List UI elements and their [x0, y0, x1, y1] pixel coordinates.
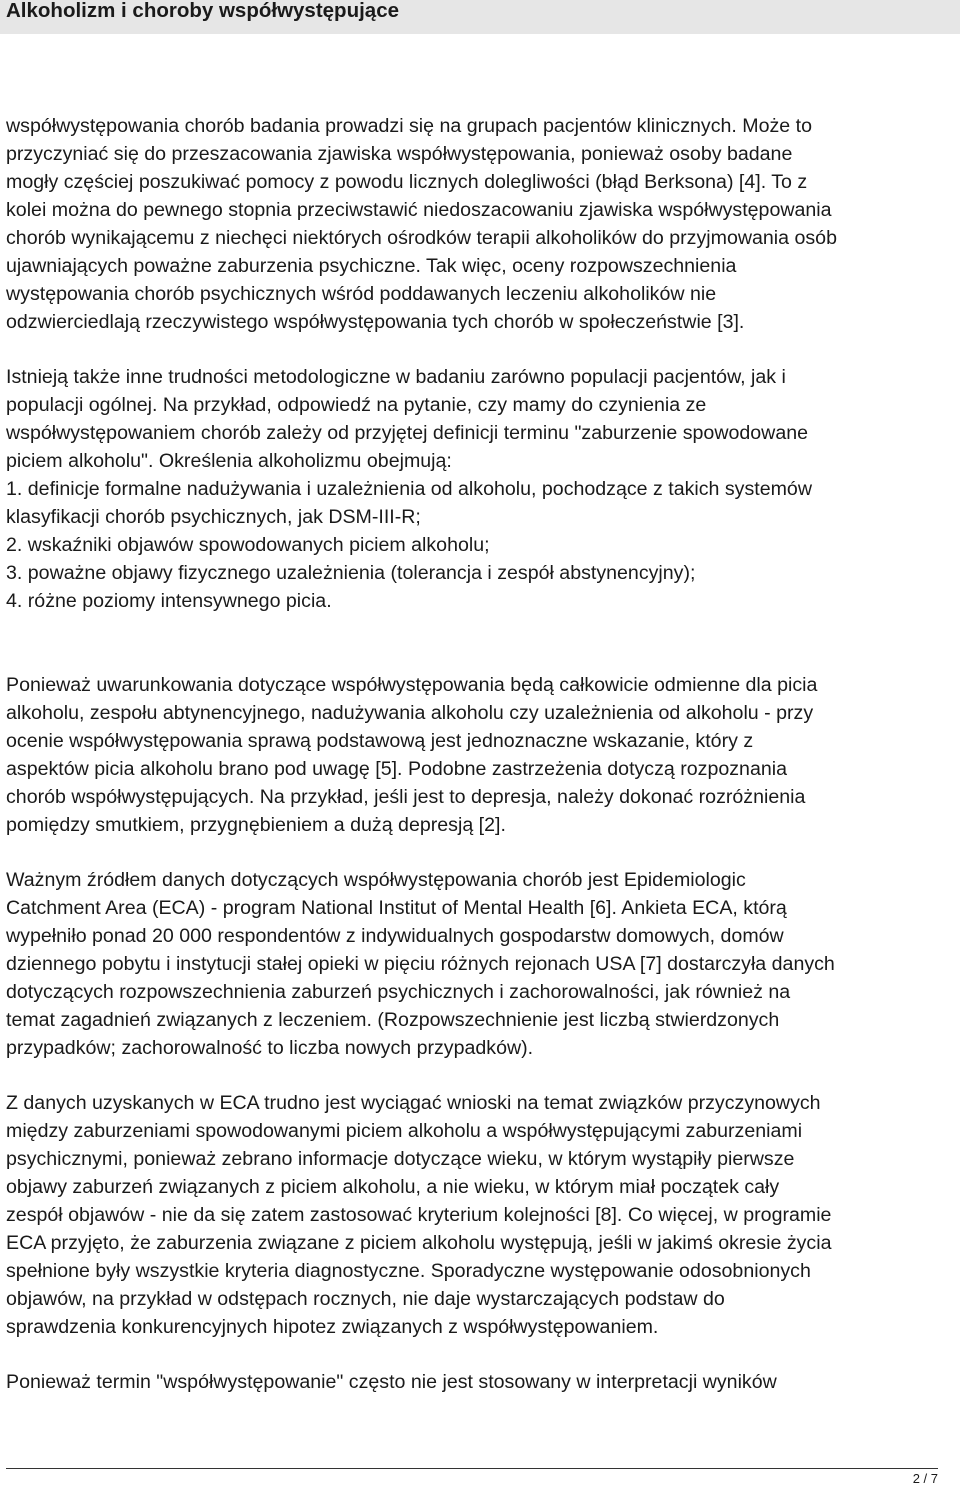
list-item: 4. różne poziomy intensywnego picia. — [6, 590, 332, 612]
text-line: psychicznymi, ponieważ zebrano informacje dotyczące wieku, w którym wystąpiły pierwsze — [6, 1148, 795, 1170]
text-line: ujawniających poważne zaburzenia psychiczne. Tak więc, oceny rozpowszechnienia — [6, 255, 737, 277]
page-number: 2 / 7 — [912, 1471, 938, 1486]
paragraph-spacer — [6, 1341, 956, 1368]
text-line: Ważnym źródłem danych dotyczących współwystępowania chorób jest Epidemiologic — [6, 869, 746, 891]
text-line: między zaburzeniami spowodowanymi piciem alkoholu a współwystępującymi zaburzeniami — [6, 1120, 803, 1142]
list-item: klasyfikacji chorób psychicznych, jak DSM-III-R; — [6, 506, 421, 528]
paragraph-4 — [6, 866, 956, 1062]
text-line: populacji ogólnej. Na przykład, odpowiedź na pytanie, czy mamy do czynienia ze — [6, 394, 707, 416]
text-line: alkoholu, zespołu abtynencyjnego, nadużywania alkoholu czy uzależnienia od alkoholu - przy — [6, 702, 814, 724]
text-line: piciem alkoholu". Określenia alkoholizmu obejmują: — [6, 450, 452, 472]
footer-divider — [6, 1468, 938, 1469]
list-item: 1. definicje formalne nadużywania i uzależnienia od alkoholu, pochodzące z takich systemów — [6, 478, 812, 500]
text-line: kolei można do pewnego stopnia przeciwstawić niedoszacowaniu zjawiska współwystępowania — [6, 199, 832, 221]
text-line: objawy zaburzeń związanych z piciem alkoholu, a nie wieku, w którym miał początek cały — [6, 1176, 780, 1198]
text-line: zespół objawów - nie da się zatem zastosować kryterium kolejności [8]. Co więcej, w programie — [6, 1204, 832, 1226]
text-line: występowania chorób psychicznych wśród poddawanych leczeniu alkoholików nie — [6, 283, 717, 305]
text-line: temat zagadnień związanych z leczeniem. (Rozpowszechnienie jest liczbą stwierdzonych — [6, 1009, 780, 1031]
text-line: wypełniło ponad 20 000 respondentów z indywidualnych gospodarstw domowych, domów — [6, 925, 784, 947]
document-title: Alkoholizm i choroby współwystępujące — [6, 0, 399, 22]
text-line: chorób wynikającemu z niechęci niektórych ośrodków terapii alkoholików do przyjmowania osób — [6, 227, 837, 249]
document-header — [0, 0, 960, 34]
paragraph-1 — [6, 112, 956, 336]
text-line: pomiędzy smutkiem, przygnębieniem a dużą depresją [2]. — [6, 814, 506, 836]
paragraph-6 — [6, 1368, 956, 1396]
text-line: Istnieją także inne trudności metodologiczne w badaniu zarówno populacji pacjentów, jak i — [6, 366, 786, 388]
text-line: mogły częściej poszukiwać pomocy z powodu licznych dolegliwości (błąd Berksona) [4]. To z — [6, 171, 808, 193]
text-line: przyczyniać się do przeszacowania zjawiska współwystępowania, ponieważ osoby badane — [6, 143, 793, 165]
paragraph-5 — [6, 1089, 956, 1341]
paragraph-spacer — [6, 1062, 956, 1089]
text-line: objawów, na przykład w odstępach rocznych, nie daje wystarczających podstaw do — [6, 1288, 725, 1310]
text-line: Catchment Area (ECA) - program National Institut of Mental Health [6]. Ankieta ECA, którą — [6, 897, 787, 919]
list-item: 2. wskaźniki objawów spowodowanych piciem alkoholu; — [6, 534, 490, 556]
text-line: Ponieważ uwarunkowania dotyczące współwystępowania będą całkowicie odmienne dla picia — [6, 674, 818, 696]
text-line: współwystępowaniem chorób zależy od przyjętej definicji terminu "zaburzenie spowodowane — [6, 422, 809, 444]
paragraph-spacer — [6, 839, 956, 866]
text-line: odzwierciedlają rzeczywistego współwystępowania tych chorób w społeczeństwie [3]. — [6, 311, 745, 333]
text-line: Ponieważ termin "współwystępowanie" często nie jest stosowany w interpretacji wyników — [6, 1371, 777, 1393]
text-line: przypadków; zachorowalność to liczba nowych przypadków). — [6, 1037, 534, 1059]
paragraph-2 — [6, 363, 956, 615]
text-line: spełnione były wszystkie kryteria diagnostyczne. Sporadyczne występowanie odosobnionych — [6, 1260, 811, 1282]
text-line: aspektów picia alkoholu brano pod uwagę [5]. Podobne zastrzeżenia dotyczą rozpoznania — [6, 758, 787, 780]
text-line: Z danych uzyskanych w ECA trudno jest wyciągać wnioski na temat związków przyczynowych — [6, 1092, 821, 1114]
paragraph-3 — [6, 671, 956, 839]
document-body — [6, 112, 956, 1396]
list-item: 3. poważne objawy fizycznego uzależnienia (tolerancja i zespół abstynencyjny); — [6, 562, 696, 584]
paragraph-spacer — [6, 615, 956, 671]
text-line: dziennego pobytu i instytucji stałej opieki w pięciu różnych rejonach USA [7] dostarczyła danych — [6, 953, 835, 975]
text-line: chorób współwystępujących. Na przykład, jeśli jest to depresja, należy dokonać rozróżnienia — [6, 786, 806, 808]
paragraph-spacer — [6, 336, 956, 363]
text-line: ocenie współwystępowania sprawą podstawową jest jednoznaczne wskazanie, który z — [6, 730, 754, 752]
text-line: ECA przyjęto, że zaburzenia związane z piciem alkoholu występują, jeśli w jakimś okresie życia — [6, 1232, 832, 1254]
text-line: sprawdzenia konkurencyjnych hipotez związanych z współwystępowaniem. — [6, 1316, 659, 1338]
text-line: dotyczących rozpowszechnienia zaburzeń psychicznych i zachorowalności, jak również na — [6, 981, 791, 1003]
text-line: współwystępowania chorób badania prowadzi się na grupach pacjentów klinicznych. Może to — [6, 115, 812, 137]
